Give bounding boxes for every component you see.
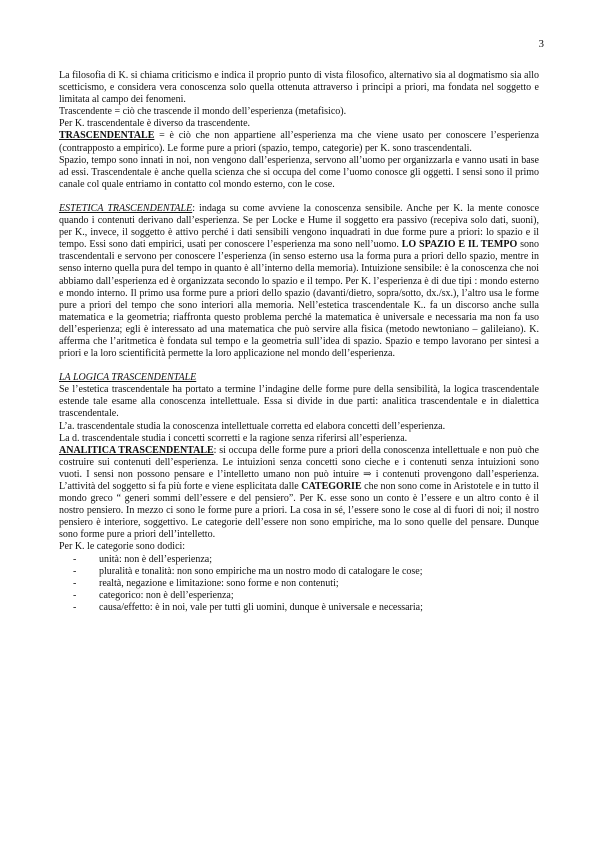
heading-analitica: ANALITICA TRASCENDENTALE (59, 444, 214, 456)
logica-analitica-note: L’a. trascendentale studia la conoscenza intellettuale corretta ed elabora concetti dell’esperienza. (59, 420, 446, 432)
analitica-text-a: : si occupa delle forme pure a priori della conoscenza intellettuale e non può che costruire sui contenuti dell’esperienza. Le intuizioni senza concetti sono cieche e i contenuti senza intuizioni sono vuoti. I sensi non possono pensare e l’intelletto umano non può intuire ⇒ i contenuti provengono dall’esperienza. L’attività del soggetto si fa più forte e viene esplicitata dalle (59, 444, 539, 492)
definition-trascendente: Trascendente = ciò che trascende il mondo dell’esperienza (metafisico). (59, 106, 347, 118)
section-analitica (59, 445, 539, 542)
categories-list (59, 554, 539, 614)
list-item: - unità: non è dell’esperienza; (73, 554, 539, 566)
estetica-bold: LO SPAZIO E IL TEMPO (401, 239, 518, 251)
heading-estetica: ESTETICA TRASCENDENTALE (59, 202, 193, 214)
heading-logica: LA LOGICA TRASCENDENTALE (59, 372, 197, 384)
logica-paragraph: Se l’estetica trascendentale ha portato a termine l’indagine delle forme pure della sensibilità, la logica trascendentale estende tale esame alla conoscenza intellettuale. Essa si divide in due parti: analitica trascendentale e in dialettica trascendentale. (59, 384, 539, 420)
spacer (59, 360, 539, 372)
list-item: - categorico: non è dell’esperienza; (73, 590, 539, 602)
intro-paragraph: La filosofia di K. si chiama criticismo e indica il proprio punto di vista filosofico, alternativo sia al dogmatismo sia allo scetticismo, e considera vera conoscenza solo quella ottenuta attraverso i principi a priori, ma fondata nel soggetto e limitata al campo dei fenomeni. (59, 70, 539, 106)
categories-intro: Per K. le categorie sono dodici: (59, 541, 186, 553)
estetica-text-a: : indaga su come avviene la conoscenza sensibile. Anche per K. la mente conosce quando i contenuti derivano dall’esperienza. Se per Locke e Hume il soggetto era passivo (recepiva solo dati, suoni), per K., invece, il soggetto è attivo perché i dati sensibili vengono inquadrati in due forme pure a priori: lo spazio e il tempo. Essi sono dati empirici, usati per conoscere l’esperienza ma sono nell’uomo. (59, 202, 540, 251)
list-item: - pluralità e tonalità: non sono empiriche ma un nostro modo di catalogare le cose; (73, 566, 539, 578)
list-item: - realtà, negazione e limitazione: sono forme e non contenuti; (73, 578, 539, 590)
section-estetica (59, 203, 539, 360)
definition-trascendentale (59, 130, 539, 154)
document-body (59, 70, 539, 614)
list-item: - causa/effetto: è in noi, vale per tutti gli uomini, dunque è universale e necessaria; (73, 602, 539, 614)
estetica-text-b: sono trascendentali e servono per conoscere l’esperienza (in senso esterno usa la forma pura a priori dello spazio, mentre in senso interno quella pura del tempo in quanto è all’interno della memoria). Intuizione sensibile: è la conoscenza che noi abbiamo dall’esperienza ed è organizzata secondo lo spazio e il tempo. Per K. l’esperienza è di due tipi : mondo esterno e mondo interno. Il primo usa forme pure a priori dello spazio (davanti/dietro, sopra/sotto, dx./sx.), l’altro usa le forme pure a priori del tempo che sono interiori alla memoria. Nell’estetica trascendentale K.. fa un discorso anche sulla matematica e la geometria; riaffronta questo problema perché la matematica è universale e necessaria ma non fa uso dell’esperienza; egli è interessato ad una matematica che può servire alla fisica (metodo newtoniano – galileiano). K. afferma che l’aritmetica è fondata sul tempo e la geometria sull’idea di spazio. Spazio e tempo lavorano per sintesi a priori e la loro scientificità permette la loro applicazione nel mondo dell’esperienza. (59, 239, 539, 360)
note-trascendentale: Per K. trascendentale è diverso da trascendente. (59, 118, 251, 130)
definition-trascendentale-text: = è ciò che non appartiene all’esperienza ma che viene usato per conoscere l’esperienza (contrapposto a empirico). Le forme pure a priori (spazio, tempo, categorie) per K. sono trascendentali. (59, 130, 539, 154)
paragraph-spazio-tempo: Spazio, tempo sono innati in noi, non vengono dall’esperienza, servono all’uomo per organizzarla e vanno usati in base ad essi. Trascendentale è anche quella scienza che si occupa del come l’uomo conosce gli oggetti. I sensi sono il primo canale col quale entriamo in contatto col mondo esterno, con le cose. (59, 154, 539, 190)
page-number: 3 (538, 38, 544, 50)
term-trascendentale: TRASCENDENTALE (59, 130, 155, 142)
logica-dialettica-note: La d. trascendentale studia i concetti scorretti e la ragione senza riferirsi all’esperienza. (59, 432, 408, 444)
analitica-text-b: che non sono come in Aristotele e in tutto il mondo greco “ generi sommi dell’essere e del pensiero”. Per K. esse sono un conto è l’essere e un altro conto è il nostro pensiero. In mezzo ci sono le forme pure a priori. La cosa in sé, l’essere sono le cose al di fuori di noi; il nostro pensiero è interiore, soggettivo. Le categorie dell’essere non sono empiriche, ma lo sono quelle del pensare. Dunque sono forme pure a priori dell’intelletto. (59, 481, 539, 541)
spacer (59, 191, 539, 203)
analitica-bold: CATEGORIE (301, 481, 362, 492)
